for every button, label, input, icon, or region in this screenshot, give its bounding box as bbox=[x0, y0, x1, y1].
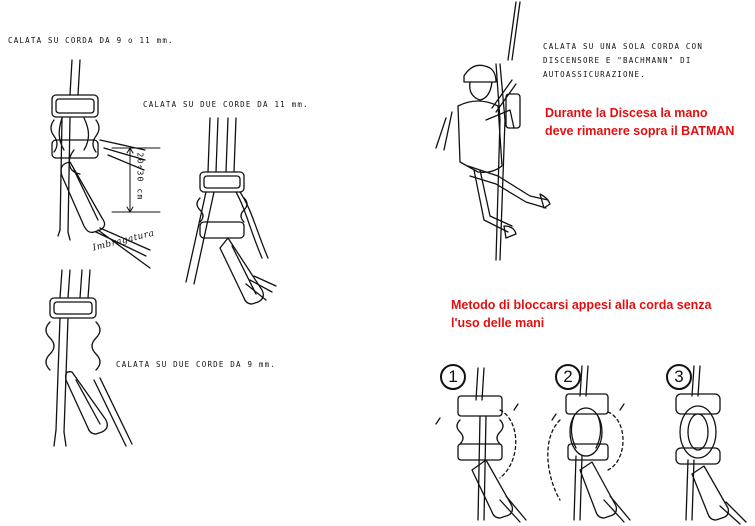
caption-rope-9-11: CALATA SU CORDA DA 9 o 11 mm. bbox=[8, 36, 174, 45]
method-step-1-diagram bbox=[436, 368, 526, 522]
note-descent: Durante la Discesa la mano deve rimanere sopra il BATMAN bbox=[545, 106, 735, 138]
caption-two-ropes-9: CALATA SU DUE CORDE DA 9 mm. bbox=[116, 360, 277, 369]
label-harness: Imbragatura bbox=[91, 228, 156, 254]
caption-single-rope: CALATA SU UNA SOLA CORDA CON DISCENSORE E "BACHMANN" DI AUTOASSICURAZIONE. bbox=[543, 42, 704, 79]
note-method: Metodo di bloccarsi appesi alla corda senza l'uso delle mani bbox=[451, 298, 712, 330]
step-1-badge: 1 bbox=[440, 364, 466, 390]
method-step-3-diagram bbox=[676, 366, 746, 524]
step-3-badge: 3 bbox=[666, 364, 692, 390]
device-two-ropes-11-diagram bbox=[186, 118, 276, 304]
climber-figure bbox=[436, 2, 550, 260]
caption-two-ropes-11: CALATA SU DUE CORDE DA 11 mm. bbox=[143, 100, 309, 109]
device-two-ropes-9-diagram bbox=[46, 270, 132, 446]
method-step-2-diagram bbox=[548, 366, 630, 522]
step-2-badge: 2 bbox=[555, 364, 581, 390]
label-measurement: 20÷30 cm bbox=[135, 152, 145, 201]
